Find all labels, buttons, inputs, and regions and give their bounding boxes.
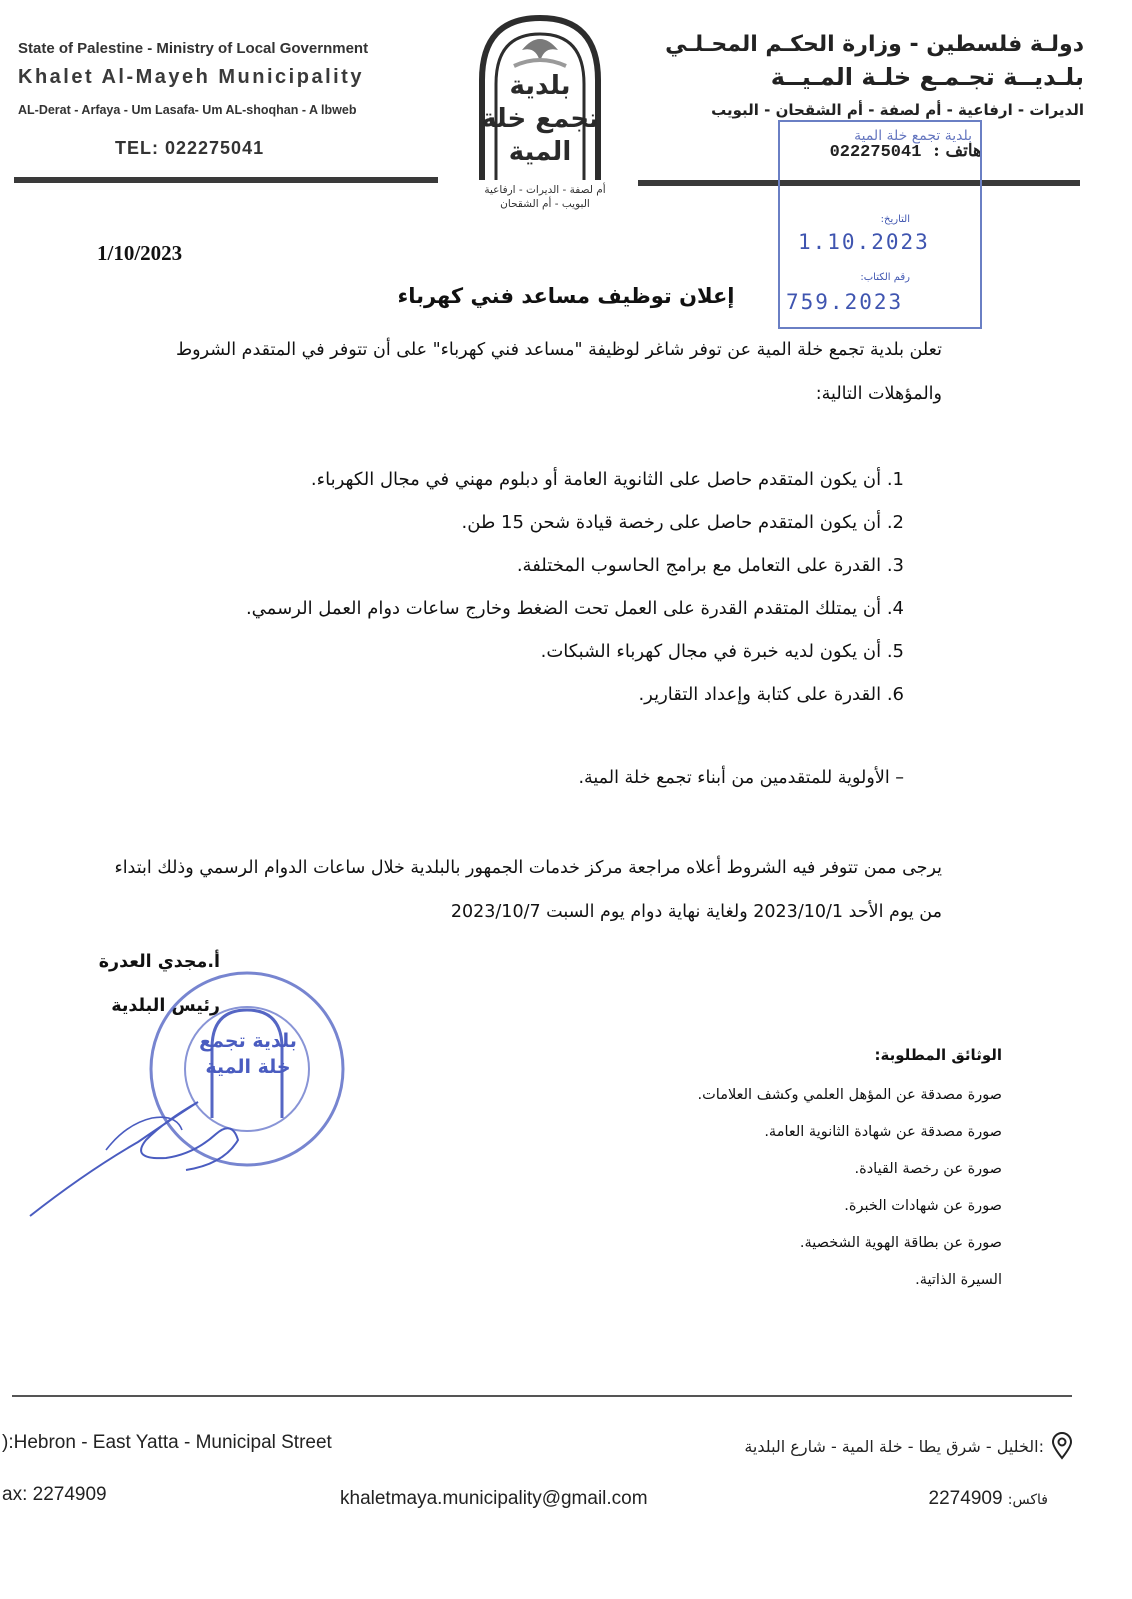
footer-address-en: ):Hebron - East Yatta - Municipal Street: [2, 1432, 332, 1453]
header-en-municipality: Khalet Al-Mayeh Municipality: [18, 66, 364, 88]
footer-rule: [12, 1395, 1072, 1397]
condition-item: 1. أن يكون المتقدم حاصل على الثانوية العامة أو دبلوم مهني في مجال الكهرباء.: [310, 469, 904, 490]
doc-item: السيرة الذاتية.: [915, 1272, 1002, 1288]
header-ar-ministry: دولـة فلسطين - وزارة الحكـم المحـلـي: [665, 32, 1084, 57]
footer-email: khaletmaya.municipality@gmail.com: [340, 1488, 648, 1509]
priority-note: – الأولوية للمتقدمين من أبناء تجمع خلة المية.: [578, 768, 904, 788]
stamp-label-ref: رقم الكتاب:: [860, 272, 910, 283]
condition-item: 6. القدرة على كتابة وإعداد التقارير.: [638, 684, 904, 705]
stamp-label-top: بلدية تجمع خلة المية: [854, 128, 972, 144]
header-ar-municipality: بلـديــة تجـمـع خلـة المـيــة: [770, 63, 1084, 91]
letter-title: إعلان توظيف مساعد فني كهرباء: [397, 284, 735, 308]
header-ar-phone-label: هاتف :: [933, 141, 982, 161]
signer-name: أ.مجدي العدرة: [98, 952, 220, 972]
condition-item: 3. القدرة على التعامل مع برامج الحاسوب المختلفة.: [516, 555, 904, 576]
letter-intro: تعلن بلدية تجمع خلة المية عن توفر شاغر لوظيفة "مساعد فني كهرباء" على أن تتوفر في المتقدم الشروط والمؤهلات التالية:: [175, 340, 942, 404]
letter-closing: يرجى ممن تتوفر فيه الشروط أعلاه مراجعة مركز خدمات الجمهور بالبلدية خلال ساعات الدوام الرسمي وذلك ابتداء من يوم الأحد 2023/10/1 ولغاية نهاية دوام يوم السبت 2023/10/7: [114, 858, 942, 922]
handwritten-signature: [26, 1080, 256, 1220]
condition-item: 4. أن يمتلك المتقدم القدرة على العمل تحت الضغط وخارج ساعات دوام العمل الرسمي.: [245, 598, 904, 619]
header-ar-phone-number: 022275041: [829, 143, 922, 162]
doc-item: صورة عن بطاقة الهوية الشخصية.: [799, 1235, 1002, 1251]
stamp-label-date: التاريخ:: [880, 214, 910, 225]
header-en-localities: AL-Derat - Arfaya - Um Lasafa- Um AL-shoqhan - A lbweb: [18, 103, 357, 117]
footer-address-ar-text: :الخليل - شرق يطا - خلة المية - شارع البلدية: [744, 1436, 1044, 1456]
header-en-ministry: State of Palestine - Ministry of Local Government: [18, 40, 369, 57]
doc-item: صورة عن رخصة القيادة.: [854, 1161, 1002, 1177]
doc-item: صورة مصدقة عن شهادة الثانوية العامة.: [764, 1124, 1002, 1140]
doc-item: صورة مصدقة عن المؤهل العلمي وكشف العلامات.: [697, 1087, 1002, 1103]
docs-title: الوثائق المطلوبة:: [874, 1046, 1002, 1064]
logo-caption-line2: البويب - أم الشقحان: [500, 198, 590, 210]
logo-caption-line1: أم لصفة - الديرات - ارفاعية: [484, 184, 606, 196]
signer-title: رئيس البلدية: [111, 996, 220, 1016]
seal-text: بلدية تجمع خلة المية: [199, 1030, 297, 1078]
header-rule-left: [14, 177, 438, 183]
stamp-ref-handwritten: 759.2023: [786, 290, 904, 314]
condition-item: 5. أن يكون لديه خبرة في مجال كهرباء الشبكات.: [540, 641, 904, 662]
docs-list: [698, 1077, 1002, 1299]
footer-fax-en: ax: 2274909: [2, 1484, 107, 1505]
logo-text: بلدية تجمع خلة المية: [481, 71, 599, 167]
footer-fax-ar-label: فاكس:: [1007, 1492, 1048, 1508]
footer-address-ar: [744, 1432, 1074, 1460]
logo-caption: [460, 183, 630, 211]
header-ar-localities: الديرات - ارفاعية - أم لصفة - أم الشقحان - البويب: [711, 101, 1084, 119]
condition-item: 2. أن يكون المتقدم حاصل على رخصة قيادة شحن 15 طن.: [461, 512, 904, 533]
footer-fax-ar-number: 2274909: [928, 1488, 1003, 1509]
conditions-list: [144, 458, 904, 716]
stamp-date-handwritten: 1.10.2023: [798, 230, 930, 254]
footer-fax-ar: [929, 1488, 1048, 1510]
letter-date: 1/10/2023: [97, 241, 183, 265]
doc-item: صورة عن شهادات الخبرة.: [844, 1198, 1002, 1214]
location-pin-icon: [1050, 1432, 1074, 1460]
header-en-tel: TEL: 022275041: [115, 138, 265, 158]
